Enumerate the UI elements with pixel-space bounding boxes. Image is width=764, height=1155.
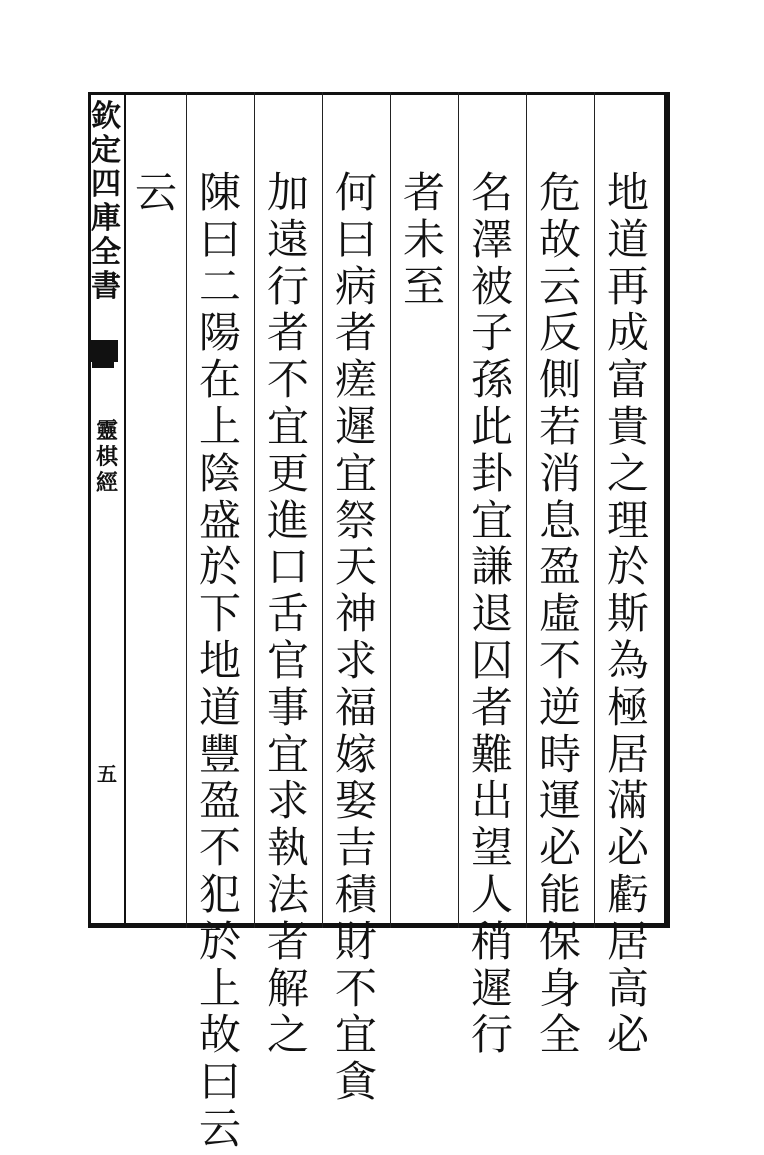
glyph: 法 — [266, 869, 309, 919]
glyph: 下 — [198, 589, 241, 639]
page-number — [92, 764, 122, 788]
glyph: 名 — [470, 168, 513, 217]
glyph: 云 — [538, 261, 581, 311]
glyph: 必 — [606, 1010, 649, 1060]
fish-tail-mark — [88, 340, 118, 362]
glyph: 未 — [402, 214, 445, 264]
glyph: 被 — [470, 261, 513, 311]
glyph: 居 — [606, 916, 649, 966]
glyph: 口 — [266, 542, 309, 592]
text-column-6 — [258, 168, 318, 1061]
glyph: 逆 — [538, 682, 581, 732]
glyph: 加 — [266, 168, 309, 217]
glyph: 地 — [606, 168, 649, 217]
page-spine-margin — [88, 92, 124, 928]
glyph: 人 — [470, 869, 513, 919]
glyph: 犯 — [198, 869, 241, 919]
glyph: 盈 — [198, 776, 241, 826]
glyph: 書 — [91, 269, 121, 304]
glyph: 庫 — [91, 201, 121, 236]
glyph: 定 — [91, 133, 121, 168]
glyph: 於 — [198, 542, 241, 592]
glyph: 宜 — [266, 729, 309, 779]
glyph: 孫 — [470, 355, 513, 405]
glyph: 若 — [538, 401, 581, 451]
glyph: 囚 — [470, 635, 513, 685]
glyph: 遲 — [470, 963, 513, 1013]
glyph: 斯 — [606, 589, 649, 639]
glyph: 貴 — [606, 401, 649, 451]
glyph: 積 — [334, 869, 377, 919]
glyph: 娶 — [334, 776, 377, 826]
glyph: 陰 — [198, 448, 241, 498]
glyph: 經 — [95, 470, 118, 496]
glyph: 五 — [97, 762, 117, 786]
glyph: 保 — [538, 916, 581, 966]
glyph: 解 — [266, 963, 309, 1013]
glyph: 者 — [266, 916, 309, 966]
glyph: 退 — [470, 589, 513, 639]
glyph: 遲 — [334, 401, 377, 451]
glyph: 再 — [606, 261, 649, 311]
text-column-2 — [530, 168, 590, 1061]
glyph: 虛 — [538, 589, 581, 639]
glyph: 於 — [606, 542, 649, 592]
glyph: 卦 — [470, 448, 513, 498]
glyph: 者 — [402, 168, 445, 217]
text-column-1 — [598, 168, 658, 1061]
glyph: 不 — [334, 963, 377, 1013]
glyph: 欽 — [91, 99, 121, 134]
glyph: 行 — [470, 1010, 513, 1060]
column-rule — [390, 92, 391, 928]
glyph: 曰 — [198, 1057, 241, 1107]
glyph: 執 — [266, 823, 309, 873]
glyph: 嫁 — [334, 729, 377, 779]
glyph: 財 — [334, 916, 377, 966]
glyph: 貪 — [334, 1057, 377, 1107]
glyph: 望 — [470, 823, 513, 873]
glyph: 舌 — [266, 589, 309, 639]
book-title — [92, 420, 122, 498]
text-column-3 — [462, 168, 522, 1061]
glyph: 者 — [266, 308, 309, 358]
glyph: 豐 — [198, 729, 241, 779]
glyph: 曰 — [334, 214, 377, 264]
glyph: 澤 — [470, 214, 513, 264]
glyph: 不 — [538, 635, 581, 685]
glyph: 二 — [198, 261, 241, 311]
glyph: 道 — [198, 682, 241, 732]
glyph: 更 — [266, 448, 309, 498]
glyph: 云 — [198, 1103, 241, 1153]
glyph: 事 — [266, 682, 309, 732]
glyph: 瘥 — [334, 355, 377, 405]
glyph: 福 — [334, 682, 377, 732]
book-page — [88, 92, 670, 1153]
column-rule — [186, 92, 187, 928]
glyph: 神 — [334, 589, 377, 639]
glyph: 求 — [334, 635, 377, 685]
glyph: 道 — [606, 214, 649, 264]
text-column-5 — [326, 168, 386, 1108]
glyph: 宜 — [266, 401, 309, 451]
glyph: 全 — [538, 1010, 581, 1060]
glyph: 天 — [334, 542, 377, 592]
glyph: 滿 — [606, 776, 649, 826]
glyph: 者 — [470, 682, 513, 732]
glyph: 全 — [91, 235, 121, 270]
glyph: 在 — [198, 355, 241, 405]
glyph: 於 — [198, 916, 241, 966]
column-rule — [254, 92, 255, 928]
glyph: 息 — [538, 495, 581, 545]
glyph: 側 — [538, 355, 581, 405]
glyph: 祭 — [334, 495, 377, 545]
glyph: 難 — [470, 729, 513, 779]
glyph: 能 — [538, 869, 581, 919]
glyph: 理 — [606, 495, 649, 545]
glyph: 行 — [266, 261, 309, 311]
glyph: 消 — [538, 448, 581, 498]
glyph: 宜 — [334, 448, 377, 498]
glyph: 出 — [470, 776, 513, 826]
glyph: 不 — [266, 355, 309, 405]
glyph: 遠 — [266, 214, 309, 264]
glyph: 運 — [538, 776, 581, 826]
glyph: 官 — [266, 635, 309, 685]
column-rule — [526, 92, 527, 928]
glyph: 時 — [538, 729, 581, 779]
glyph: 進 — [266, 495, 309, 545]
collection-title — [90, 99, 122, 306]
glyph: 子 — [470, 308, 513, 358]
glyph: 故 — [538, 214, 581, 264]
glyph: 陽 — [198, 308, 241, 358]
glyph: 之 — [266, 1010, 309, 1060]
glyph: 謙 — [470, 542, 513, 592]
glyph: 曰 — [198, 214, 241, 264]
glyph: 極 — [606, 682, 649, 732]
column-rule — [322, 92, 323, 928]
text-column-7 — [190, 168, 250, 1155]
glyph: 靈 — [95, 418, 118, 444]
glyph: 病 — [334, 261, 377, 311]
glyph: 不 — [198, 823, 241, 873]
glyph: 吉 — [334, 823, 377, 873]
column-rule — [594, 92, 595, 928]
glyph: 云 — [134, 168, 177, 217]
glyph: 為 — [606, 635, 649, 685]
glyph: 反 — [538, 308, 581, 358]
text-column-4 — [394, 168, 454, 312]
glyph: 地 — [198, 635, 241, 685]
column-rule — [458, 92, 459, 928]
text-column-8 — [126, 168, 186, 219]
glyph: 故 — [198, 1010, 241, 1060]
glyph: 成 — [606, 308, 649, 358]
glyph: 虧 — [606, 869, 649, 919]
glyph: 棋 — [95, 444, 118, 470]
glyph: 宜 — [334, 1010, 377, 1060]
glyph: 盈 — [538, 542, 581, 592]
glyph: 之 — [606, 448, 649, 498]
glyph: 四 — [91, 167, 121, 202]
glyph: 富 — [606, 355, 649, 405]
glyph: 身 — [538, 963, 581, 1013]
glyph: 陳 — [198, 168, 241, 217]
glyph: 必 — [538, 823, 581, 873]
glyph: 宜 — [470, 495, 513, 545]
glyph: 何 — [334, 168, 377, 217]
glyph: 必 — [606, 823, 649, 873]
glyph: 高 — [606, 963, 649, 1013]
glyph: 盛 — [198, 495, 241, 545]
glyph: 上 — [198, 963, 241, 1013]
glyph: 上 — [198, 401, 241, 451]
glyph: 求 — [266, 776, 309, 826]
glyph: 居 — [606, 729, 649, 779]
glyph: 者 — [334, 308, 377, 358]
glyph: 稍 — [470, 916, 513, 966]
glyph: 此 — [470, 401, 513, 451]
glyph: 至 — [402, 261, 445, 311]
glyph: 危 — [538, 168, 581, 217]
